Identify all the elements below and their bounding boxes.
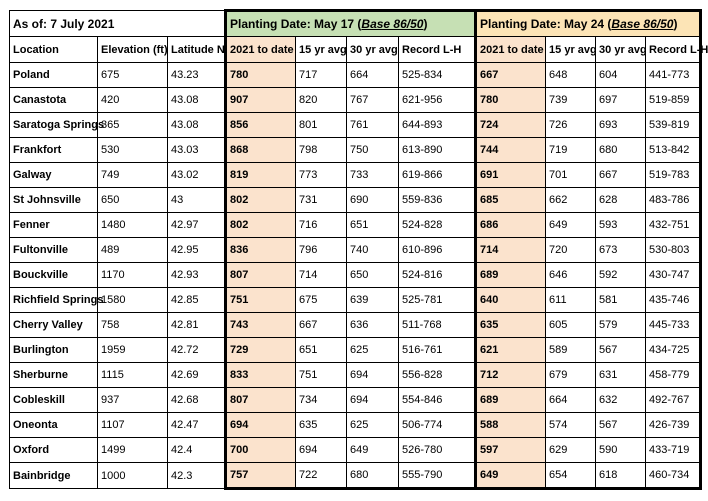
value-cell: 664 (546, 388, 596, 413)
value-cell: 445-733 (646, 313, 701, 338)
value-cell: 651 (296, 338, 347, 363)
location-cell: Poland (10, 63, 98, 88)
location-cell: Canastota (10, 88, 98, 113)
value-cell: 650 (98, 188, 168, 213)
value-cell: 686 (476, 213, 546, 238)
value-cell: 42.85 (168, 288, 226, 313)
value-cell: 589 (546, 338, 596, 363)
value-cell: 621 (476, 338, 546, 363)
table-row (10, 413, 701, 438)
value-cell: 639 (347, 288, 399, 313)
value-cell: 434-725 (646, 338, 701, 363)
value-cell: 1170 (98, 263, 168, 288)
value-cell: 625 (347, 413, 399, 438)
value-cell: 1499 (98, 438, 168, 463)
value-cell: 597 (476, 438, 546, 463)
value-cell: 592 (596, 263, 646, 288)
value-cell: 700 (226, 438, 296, 463)
location-cell: Galway (10, 163, 98, 188)
value-cell: 524-828 (399, 213, 476, 238)
value-cell: 646 (546, 263, 596, 288)
value-cell: 42.68 (168, 388, 226, 413)
value-cell: 856 (226, 113, 296, 138)
value-cell: 567 (596, 338, 646, 363)
value-cell: 433-719 (646, 438, 701, 463)
value-cell: 432-751 (646, 213, 701, 238)
value-cell: 761 (347, 113, 399, 138)
table-row (10, 138, 701, 163)
table-row (10, 263, 701, 288)
location-cell: Richfield Springs (10, 288, 98, 313)
table-row (10, 438, 701, 463)
value-cell: 43 (168, 188, 226, 213)
value-cell: 726 (546, 113, 596, 138)
value-cell: 694 (347, 363, 399, 388)
column-header: 2021 to date (476, 37, 546, 63)
value-cell: 757 (226, 463, 296, 489)
value-cell: 662 (546, 188, 596, 213)
value-cell: 717 (296, 63, 347, 88)
value-cell: 689 (476, 388, 546, 413)
value-cell: 664 (347, 63, 399, 88)
value-cell: 1115 (98, 363, 168, 388)
value-cell: 628 (596, 188, 646, 213)
value-cell: 42.3 (168, 463, 226, 489)
growing-degree-days-table (9, 9, 708, 490)
value-cell: 773 (296, 163, 347, 188)
value-cell: 820 (296, 88, 347, 113)
value-cell: 667 (476, 63, 546, 88)
value-cell: 680 (347, 463, 399, 489)
column-header: Latitude N (168, 37, 226, 63)
value-cell: 43.23 (168, 63, 226, 88)
value-cell: 743 (226, 313, 296, 338)
value-cell: 539-819 (646, 113, 701, 138)
table-row (10, 363, 701, 388)
column-header: Elevation (ft) (98, 37, 168, 63)
value-cell: 1000 (98, 463, 168, 489)
value-cell: 751 (296, 363, 347, 388)
value-cell: 767 (347, 88, 399, 113)
location-cell: Sherburne (10, 363, 98, 388)
value-cell: 701 (546, 163, 596, 188)
value-cell: 679 (546, 363, 596, 388)
table-row (10, 313, 701, 338)
value-cell: 567 (596, 413, 646, 438)
value-cell: 724 (476, 113, 546, 138)
location-cell: Bouckville (10, 263, 98, 288)
column-header: 15 yr avg (546, 37, 596, 63)
value-cell: 654 (546, 463, 596, 489)
value-cell: 802 (226, 213, 296, 238)
value-cell: 697 (596, 88, 646, 113)
value-cell: 43.03 (168, 138, 226, 163)
value-cell: 519-783 (646, 163, 701, 188)
value-cell: 907 (226, 88, 296, 113)
value-cell: 712 (476, 363, 546, 388)
location-cell: St Johnsville (10, 188, 98, 213)
value-cell: 798 (296, 138, 347, 163)
value-cell: 722 (296, 463, 347, 489)
location-cell: Frankfort (10, 138, 98, 163)
gdd-table-container (9, 9, 708, 490)
value-cell: 513-842 (646, 138, 701, 163)
value-cell: 675 (296, 288, 347, 313)
value-cell: 530 (98, 138, 168, 163)
location-cell: Saratoga Springs (10, 113, 98, 138)
value-cell: 758 (98, 313, 168, 338)
value-cell: 525-781 (399, 288, 476, 313)
value-cell: 836 (226, 238, 296, 263)
value-cell: 690 (347, 188, 399, 213)
value-cell: 559-836 (399, 188, 476, 213)
value-cell: 729 (226, 338, 296, 363)
value-cell: 629 (546, 438, 596, 463)
table-row (10, 238, 701, 263)
location-cell: Cherry Valley (10, 313, 98, 338)
value-cell: 714 (476, 238, 546, 263)
value-cell: 649 (476, 463, 546, 489)
table-row (10, 88, 701, 113)
value-cell: 42.95 (168, 238, 226, 263)
value-cell: 720 (546, 238, 596, 263)
planting-group-may17-title: Planting Date: May 17 (Base 86/50) (226, 11, 476, 37)
value-cell: 554-846 (399, 388, 476, 413)
value-cell: 618 (596, 463, 646, 489)
value-cell: 611 (546, 288, 596, 313)
value-cell: 694 (347, 388, 399, 413)
value-cell: 744 (476, 138, 546, 163)
value-cell: 581 (596, 288, 646, 313)
value-cell: 426-739 (646, 413, 701, 438)
value-cell: 640 (476, 288, 546, 313)
value-cell: 796 (296, 238, 347, 263)
value-cell: 619-866 (399, 163, 476, 188)
value-cell: 685 (476, 188, 546, 213)
table-row (10, 288, 701, 313)
value-cell: 458-779 (646, 363, 701, 388)
value-cell: 506-774 (399, 413, 476, 438)
value-cell: 802 (226, 188, 296, 213)
value-cell: 590 (596, 438, 646, 463)
value-cell: 42.69 (168, 363, 226, 388)
value-cell: 648 (546, 63, 596, 88)
table-row (10, 63, 701, 88)
table-row (10, 113, 701, 138)
value-cell: 42.81 (168, 313, 226, 338)
value-cell: 460-734 (646, 463, 701, 489)
value-cell: 492-767 (646, 388, 701, 413)
value-cell: 694 (296, 438, 347, 463)
value-cell: 526-780 (399, 438, 476, 463)
value-cell: 489 (98, 238, 168, 263)
value-cell: 673 (596, 238, 646, 263)
value-cell: 750 (347, 138, 399, 163)
value-cell: 42.4 (168, 438, 226, 463)
location-cell: Bainbridge (10, 463, 98, 489)
value-cell: 667 (596, 163, 646, 188)
value-cell: 740 (347, 238, 399, 263)
value-cell: 807 (226, 388, 296, 413)
value-cell: 420 (98, 88, 168, 113)
location-cell: Cobleskill (10, 388, 98, 413)
value-cell: 807 (226, 263, 296, 288)
value-cell: 483-786 (646, 188, 701, 213)
value-cell: 716 (296, 213, 347, 238)
value-cell: 731 (296, 188, 347, 213)
table-body (10, 63, 701, 489)
value-cell: 625 (347, 338, 399, 363)
column-header: Record L-H (399, 37, 476, 63)
value-cell: 43.02 (168, 163, 226, 188)
value-cell: 621-956 (399, 88, 476, 113)
value-cell: 365 (98, 113, 168, 138)
value-cell: 441-773 (646, 63, 701, 88)
value-cell: 579 (596, 313, 646, 338)
value-cell: 593 (596, 213, 646, 238)
table-row (10, 188, 701, 213)
table-row (10, 163, 701, 188)
value-cell: 613-890 (399, 138, 476, 163)
value-cell: 780 (226, 63, 296, 88)
value-cell: 833 (226, 363, 296, 388)
location-cell: Oneonta (10, 413, 98, 438)
column-header: Record L-H (646, 37, 701, 63)
value-cell: 1580 (98, 288, 168, 313)
value-cell: 631 (596, 363, 646, 388)
value-cell: 435-746 (646, 288, 701, 313)
value-cell: 714 (296, 263, 347, 288)
value-cell: 644-893 (399, 113, 476, 138)
value-cell: 1480 (98, 213, 168, 238)
as-of-date: As of: 7 July 2021 (10, 11, 226, 37)
location-cell: Burlington (10, 338, 98, 363)
value-cell: 675 (98, 63, 168, 88)
value-cell: 635 (476, 313, 546, 338)
value-cell: 430-747 (646, 263, 701, 288)
location-cell: Oxford (10, 438, 98, 463)
value-cell: 780 (476, 88, 546, 113)
table-row (10, 388, 701, 413)
value-cell: 734 (296, 388, 347, 413)
value-cell: 667 (296, 313, 347, 338)
location-cell: Fultonville (10, 238, 98, 263)
location-cell: Fenner (10, 213, 98, 238)
value-cell: 42.93 (168, 263, 226, 288)
value-cell: 650 (347, 263, 399, 288)
value-cell: 1959 (98, 338, 168, 363)
value-cell: 524-816 (399, 263, 476, 288)
column-header: Location (10, 37, 98, 63)
table-row (10, 213, 701, 238)
column-header: 15 yr avg (296, 37, 347, 63)
value-cell: 751 (226, 288, 296, 313)
value-cell: 693 (596, 113, 646, 138)
value-cell: 588 (476, 413, 546, 438)
value-cell: 556-828 (399, 363, 476, 388)
value-cell: 632 (596, 388, 646, 413)
value-cell: 733 (347, 163, 399, 188)
value-cell: 511-768 (399, 313, 476, 338)
column-header: 30 yr avg (347, 37, 399, 63)
value-cell: 749 (98, 163, 168, 188)
value-cell: 42.97 (168, 213, 226, 238)
value-cell: 868 (226, 138, 296, 163)
value-cell: 555-790 (399, 463, 476, 489)
value-cell: 43.08 (168, 88, 226, 113)
value-cell: 719 (546, 138, 596, 163)
value-cell: 819 (226, 163, 296, 188)
value-cell: 694 (226, 413, 296, 438)
column-header: 2021 to date (226, 37, 296, 63)
column-header-row (10, 37, 701, 63)
value-cell: 739 (546, 88, 596, 113)
value-cell: 636 (347, 313, 399, 338)
value-cell: 689 (476, 263, 546, 288)
planting-group-may24-title: Planting Date: May 24 (Base 86/50) (476, 11, 701, 37)
table-row (10, 463, 701, 489)
column-header: 30 yr avg (596, 37, 646, 63)
value-cell: 525-834 (399, 63, 476, 88)
value-cell: 649 (347, 438, 399, 463)
value-cell: 604 (596, 63, 646, 88)
value-cell: 43.08 (168, 113, 226, 138)
value-cell: 801 (296, 113, 347, 138)
value-cell: 530-803 (646, 238, 701, 263)
value-cell: 680 (596, 138, 646, 163)
value-cell: 605 (546, 313, 596, 338)
table-row (10, 338, 701, 363)
value-cell: 516-761 (399, 338, 476, 363)
value-cell: 42.72 (168, 338, 226, 363)
value-cell: 1107 (98, 413, 168, 438)
value-cell: 610-896 (399, 238, 476, 263)
value-cell: 651 (347, 213, 399, 238)
value-cell: 691 (476, 163, 546, 188)
value-cell: 519-859 (646, 88, 701, 113)
value-cell: 574 (546, 413, 596, 438)
value-cell: 635 (296, 413, 347, 438)
value-cell: 42.47 (168, 413, 226, 438)
value-cell: 937 (98, 388, 168, 413)
value-cell: 649 (546, 213, 596, 238)
